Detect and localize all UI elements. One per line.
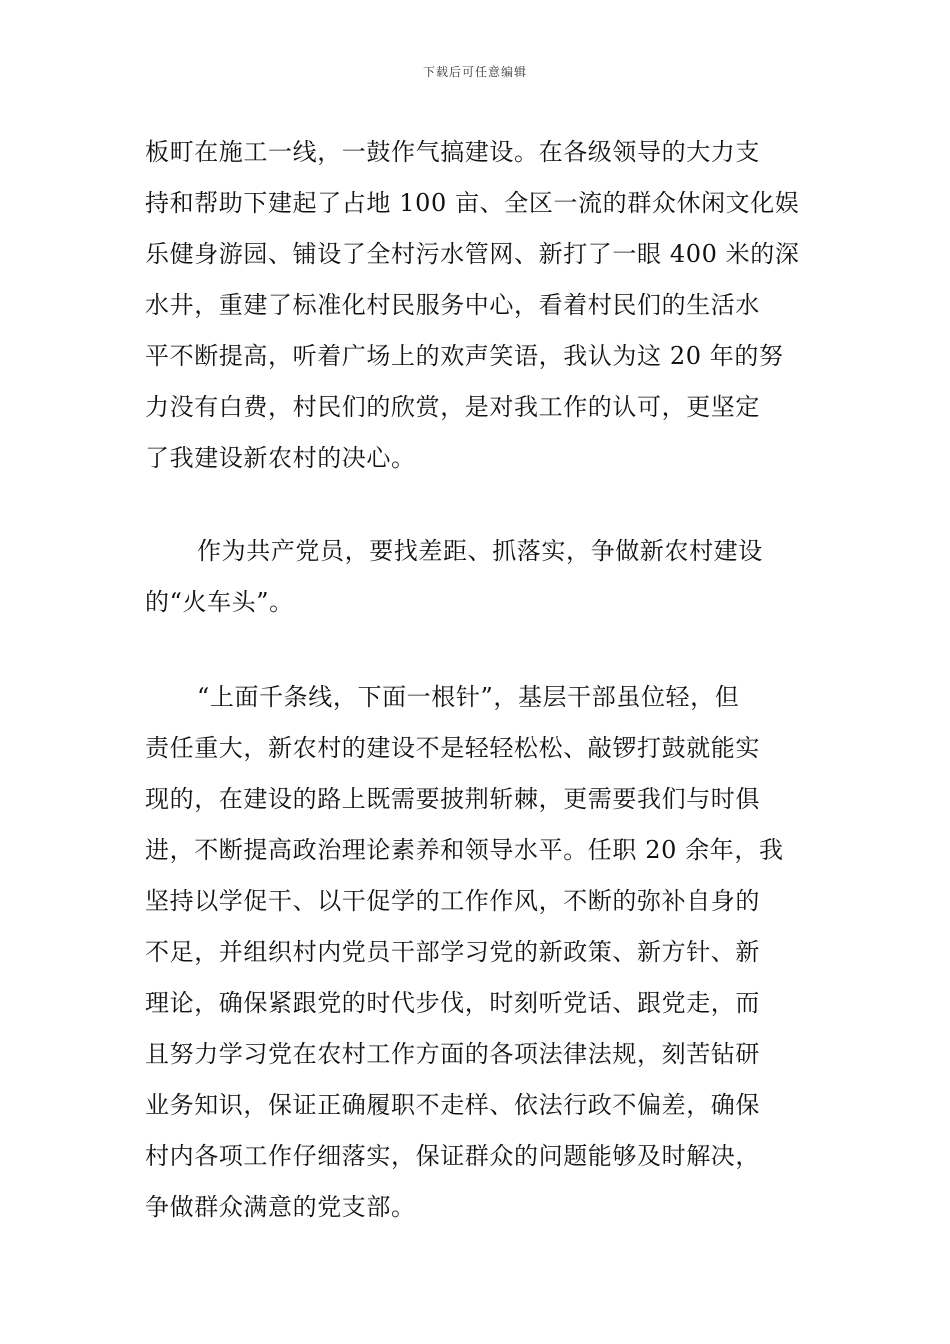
paragraph-2 bbox=[145, 526, 810, 628]
text-line: 进，不断提高政治理论素养和领导水平。任职 20 余年，我 bbox=[145, 836, 784, 864]
text-line: 了我建设新农村的决心。 bbox=[145, 444, 416, 472]
paragraph-3 bbox=[145, 672, 810, 1233]
text-line: 板町在施工一线，一鼓作气搞建设。在各级领导的大力支 bbox=[145, 138, 760, 166]
text-line: 不足，并组织村内党员干部学习党的新政策、新方针、新 bbox=[145, 938, 760, 966]
text-line: 的“火车头”。 bbox=[145, 588, 294, 616]
text-line: 水井，重建了标准化村民服务中心，看着村民们的生活水 bbox=[145, 291, 760, 319]
text-line: 且努力学习党在农村工作方面的各项法律法规，刻苦钻研 bbox=[145, 1040, 760, 1068]
paragraph-1 bbox=[145, 127, 810, 484]
page-header: 下载后可任意编辑 bbox=[422, 65, 527, 79]
text-line: 理论，确保紧跟党的时代步伐，时刻听党话、跟党走，而 bbox=[145, 989, 760, 1017]
text-line: 作为共产党员，要找差距、抓落实，争做新农村建设 bbox=[197, 537, 763, 565]
text-line: 现的，在建设的路上既需要披荆斩棘，更需要我们与时俱 bbox=[145, 785, 760, 813]
text-line: 坚持以学促干、以干促学的工作作风，不断的弥补自身的 bbox=[145, 887, 760, 915]
text-line: 乐健身游园、铺设了全村污水管网、新打了一眼 400 米的深 bbox=[145, 240, 800, 268]
text-line: 业务知识，保证正确履职不走样、依法行政不偏差，确保 bbox=[145, 1091, 760, 1119]
text-line: 争做群众满意的党支部。 bbox=[145, 1193, 416, 1221]
text-line: 力没有白费，村民们的欣赏，是对我工作的认可，更坚定 bbox=[145, 393, 760, 421]
text-line: 持和帮助下建起了占地 100 亩、全区一流的群众休闲文化娱 bbox=[145, 189, 800, 217]
text-line: 责任重大，新农村的建设不是轻轻松松、敲锣打鼓就能实 bbox=[145, 734, 760, 762]
text-line: “上面千条线，下面一根针”，基层干部虽位轻，但 bbox=[197, 683, 740, 711]
text-line: 村内各项工作仔细落实，保证群众的问题能够及时解决， bbox=[145, 1142, 760, 1170]
text-line: 平不断提高，听着广场上的欢声笑语，我认为这 20 年的努 bbox=[145, 342, 784, 370]
